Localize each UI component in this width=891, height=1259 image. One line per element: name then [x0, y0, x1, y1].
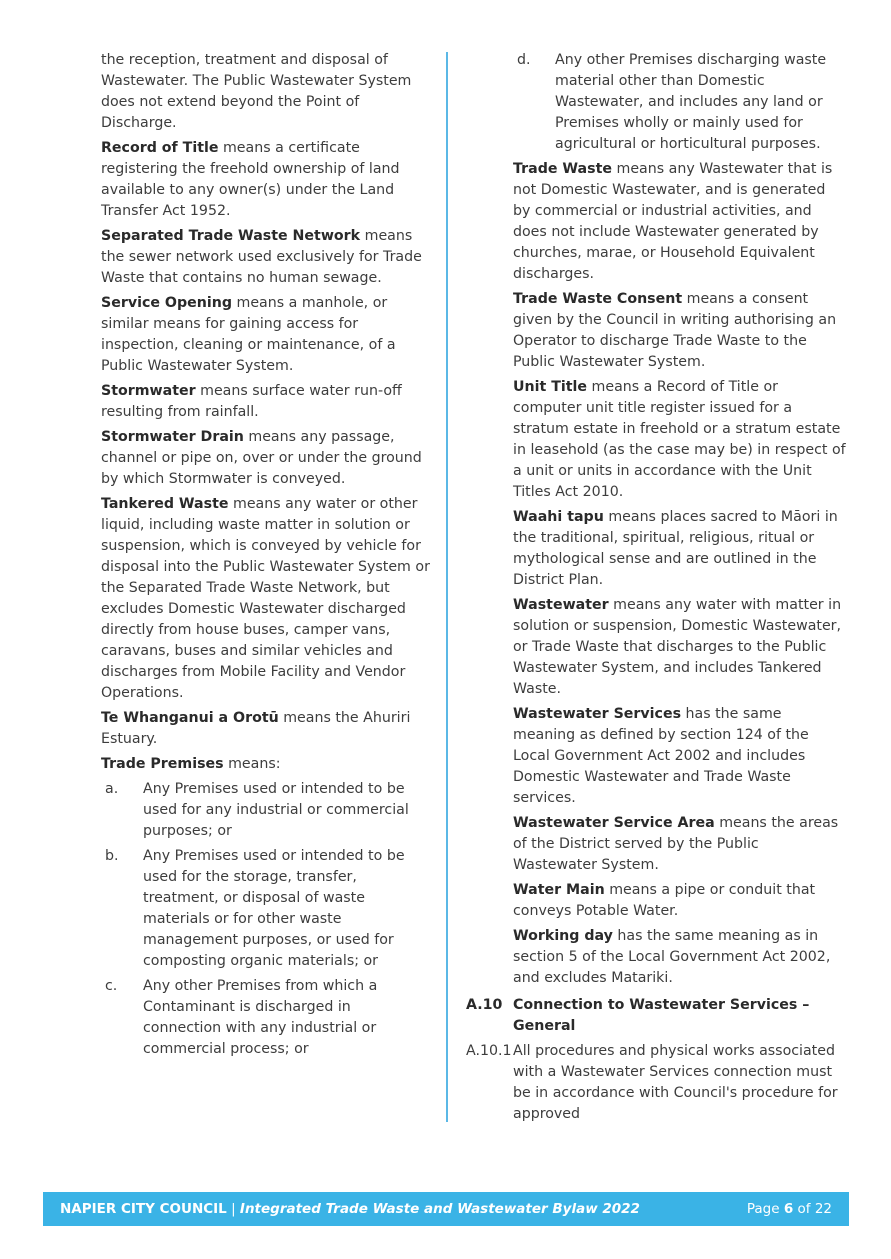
definition-stormwater: [101, 381, 431, 423]
section-title: Connection to Wastewater Services – General: [513, 997, 810, 1034]
section-number: A.10: [466, 997, 503, 1013]
definition-text: means surface water run-off resulting from rainfall.: [101, 383, 402, 420]
definition-record-of-title: [101, 138, 431, 222]
list-item-label: b.: [105, 848, 119, 864]
definition-text: means a manhole, or similar means for gaining access for inspection, cleaning or maintenance, of a Public Wastewater System.: [101, 295, 396, 374]
list-item-text: Any other Premises from which a Contaminant is discharged in connection with any industrial or commercial process; or: [143, 978, 378, 1057]
definition-text: means any water or other liquid, including waste matter in solution or suspension, which is conveyed by vehicle for disposal into the Public Wastewater System or the Separated Trade Waste Network, but excludes Domestic Wastewater discharged directly from house buses, camper vans, caravans, buses and similar vehicles and discharges from Mobile Facility and Vendor Operations.: [101, 496, 430, 701]
definition-term: Separated Trade Waste Network: [101, 228, 361, 244]
definition-text: means a Record of Title or computer unit title register issued for a stratum estate in freehold or a stratum estate in leasehold (as the case may be) in respect of a unit or units in accordance with the Unit Titles Act 2010.: [513, 379, 846, 500]
definition-term: Water Main: [513, 882, 605, 898]
definition-text: means the sewer network used exclusively for Trade Waste that contains no human sewage.: [101, 228, 422, 286]
definition-text: means a pipe or conduit that conveys Potable Water.: [513, 882, 816, 919]
definition-text: has the same meaning as defined by section 124 of the Local Government Act 2002 and includes Domestic Wastewater and Trade Waste services.: [513, 706, 809, 806]
definition-text: means the areas of the District served by the Public Wastewater System.: [513, 815, 839, 873]
page-suffix: of 22: [793, 1201, 832, 1217]
definition-text: has the same meaning as in section 5 of the Local Government Act 2002, and excludes Matariki.: [513, 928, 831, 986]
definition-term: Wastewater Services: [513, 706, 682, 722]
definition-term: Wastewater: [513, 597, 609, 613]
definition-text: means places sacred to Māori in the traditional, spiritual, religious, ritual or mythological sense and are outlined in the District Plan.: [513, 509, 838, 588]
page-footer: [43, 1192, 849, 1226]
definition-term: Record of Title: [101, 140, 219, 156]
intro-paragraph: the reception, treatment and disposal of Wastewater. The Public Wastewater System does not extend beyond the Point of Discharge.: [101, 52, 412, 131]
definition-text: means any Wastewater that is not Domestic Wastewater, and is generated by commercial or industrial activities, and does not include Wastewater generated by churches, marae, or Household Equivalent discharges.: [513, 161, 833, 282]
definition-term: Trade Waste Consent: [513, 291, 683, 307]
definition-text: means any passage, channel or pipe on, over or under the ground by which Stormwater is conveyed.: [101, 429, 422, 487]
definition-term: Wastewater Service Area: [513, 815, 715, 831]
list-item: [101, 976, 431, 1060]
definition-text: means any water with matter in solution or suspension, Domestic Wastewater, or Trade Waste that discharges to the Public Wastewater System, and includes Tankered Waste.: [513, 597, 842, 697]
column-divider: [446, 52, 448, 1122]
definition-service-opening: [101, 293, 431, 377]
definition-separated-trade-waste-network: [101, 226, 431, 289]
clause-number: A.10.1: [466, 1043, 512, 1059]
list-item: [101, 779, 431, 842]
clause: [466, 1041, 846, 1125]
definition-text: means:: [223, 756, 281, 772]
list-item: [101, 846, 431, 972]
left-column: [101, 50, 431, 1064]
definition-term: Waahi tapu: [513, 509, 604, 525]
list-item-text: Any other Premises discharging waste material other than Domestic Wastewater, and includes any land or Premises wholly or mainly used for agricultural or horticultural purposes.: [555, 52, 827, 152]
definition-wastewater: [466, 595, 846, 700]
page-prefix: Page: [746, 1201, 784, 1217]
clause-text: All procedures and physical works associated with a Wastewater Services connection must be in accordance with Council's procedure for approved: [513, 1043, 838, 1122]
list-item: [466, 50, 846, 155]
definition-trade-premises: [101, 754, 431, 775]
definition-wastewater-service-area: [466, 813, 846, 876]
page-number: 6: [783, 1201, 794, 1217]
list-item-label: c.: [105, 978, 118, 994]
definition-text: means the Ahuriri Estuary.: [101, 710, 411, 747]
definition-term: Trade Premises: [101, 756, 224, 772]
definition-term: Te Whanganui a Orotū: [101, 710, 279, 726]
definition-waahi-tapu: [466, 507, 846, 591]
footer-page-indicator: [747, 1201, 832, 1217]
definition-water-main: [466, 880, 846, 922]
definition-unit-title: [466, 377, 846, 503]
definition-wastewater-services: [466, 704, 846, 809]
list-item-text: Any Premises used or intended to be used for the storage, transfer, treatment, or disposal of waste materials or for other waste management purposes, or used for composting organic materials; or: [143, 848, 405, 969]
definition-tankered-waste: [101, 494, 431, 704]
footer-left: [60, 1201, 640, 1217]
section-heading: [466, 995, 846, 1037]
definition-term: Unit Title: [513, 379, 588, 395]
definition-term: Stormwater Drain: [101, 429, 244, 445]
definition-text: means a consent given by the Council in writing authorising an Operator to discharge Trade Waste to the Public Wastewater System.: [513, 291, 837, 370]
footer-organisation: NAPIER CITY COUNCIL: [60, 1201, 227, 1217]
right-column: [466, 50, 846, 1125]
definition-trade-waste-consent: [466, 289, 846, 373]
definition-text: means a certificate registering the freehold ownership of land available to any owner(s) under the Land Transfer Act 1952.: [101, 140, 400, 219]
definition-te-whanganui-a-orotu: [101, 708, 431, 750]
footer-document-title: Integrated Trade Waste and Wastewater Bylaw 2022: [239, 1201, 640, 1217]
list-item-label: d.: [517, 52, 531, 68]
list-item-text: Any Premises used or intended to be used for any industrial or commercial purposes; or: [143, 781, 409, 839]
definition-term: Service Opening: [101, 295, 232, 311]
list-item-label: a.: [105, 781, 119, 797]
definition-term: Stormwater: [101, 383, 196, 399]
definition-trade-waste: [466, 159, 846, 285]
footer-separator: |: [226, 1201, 240, 1217]
definition-term: Trade Waste: [513, 161, 612, 177]
definition-stormwater-drain: [101, 427, 431, 490]
definition-term: Tankered Waste: [101, 496, 229, 512]
definition-term: Working day: [513, 928, 613, 944]
definition-working-day: [466, 926, 846, 989]
